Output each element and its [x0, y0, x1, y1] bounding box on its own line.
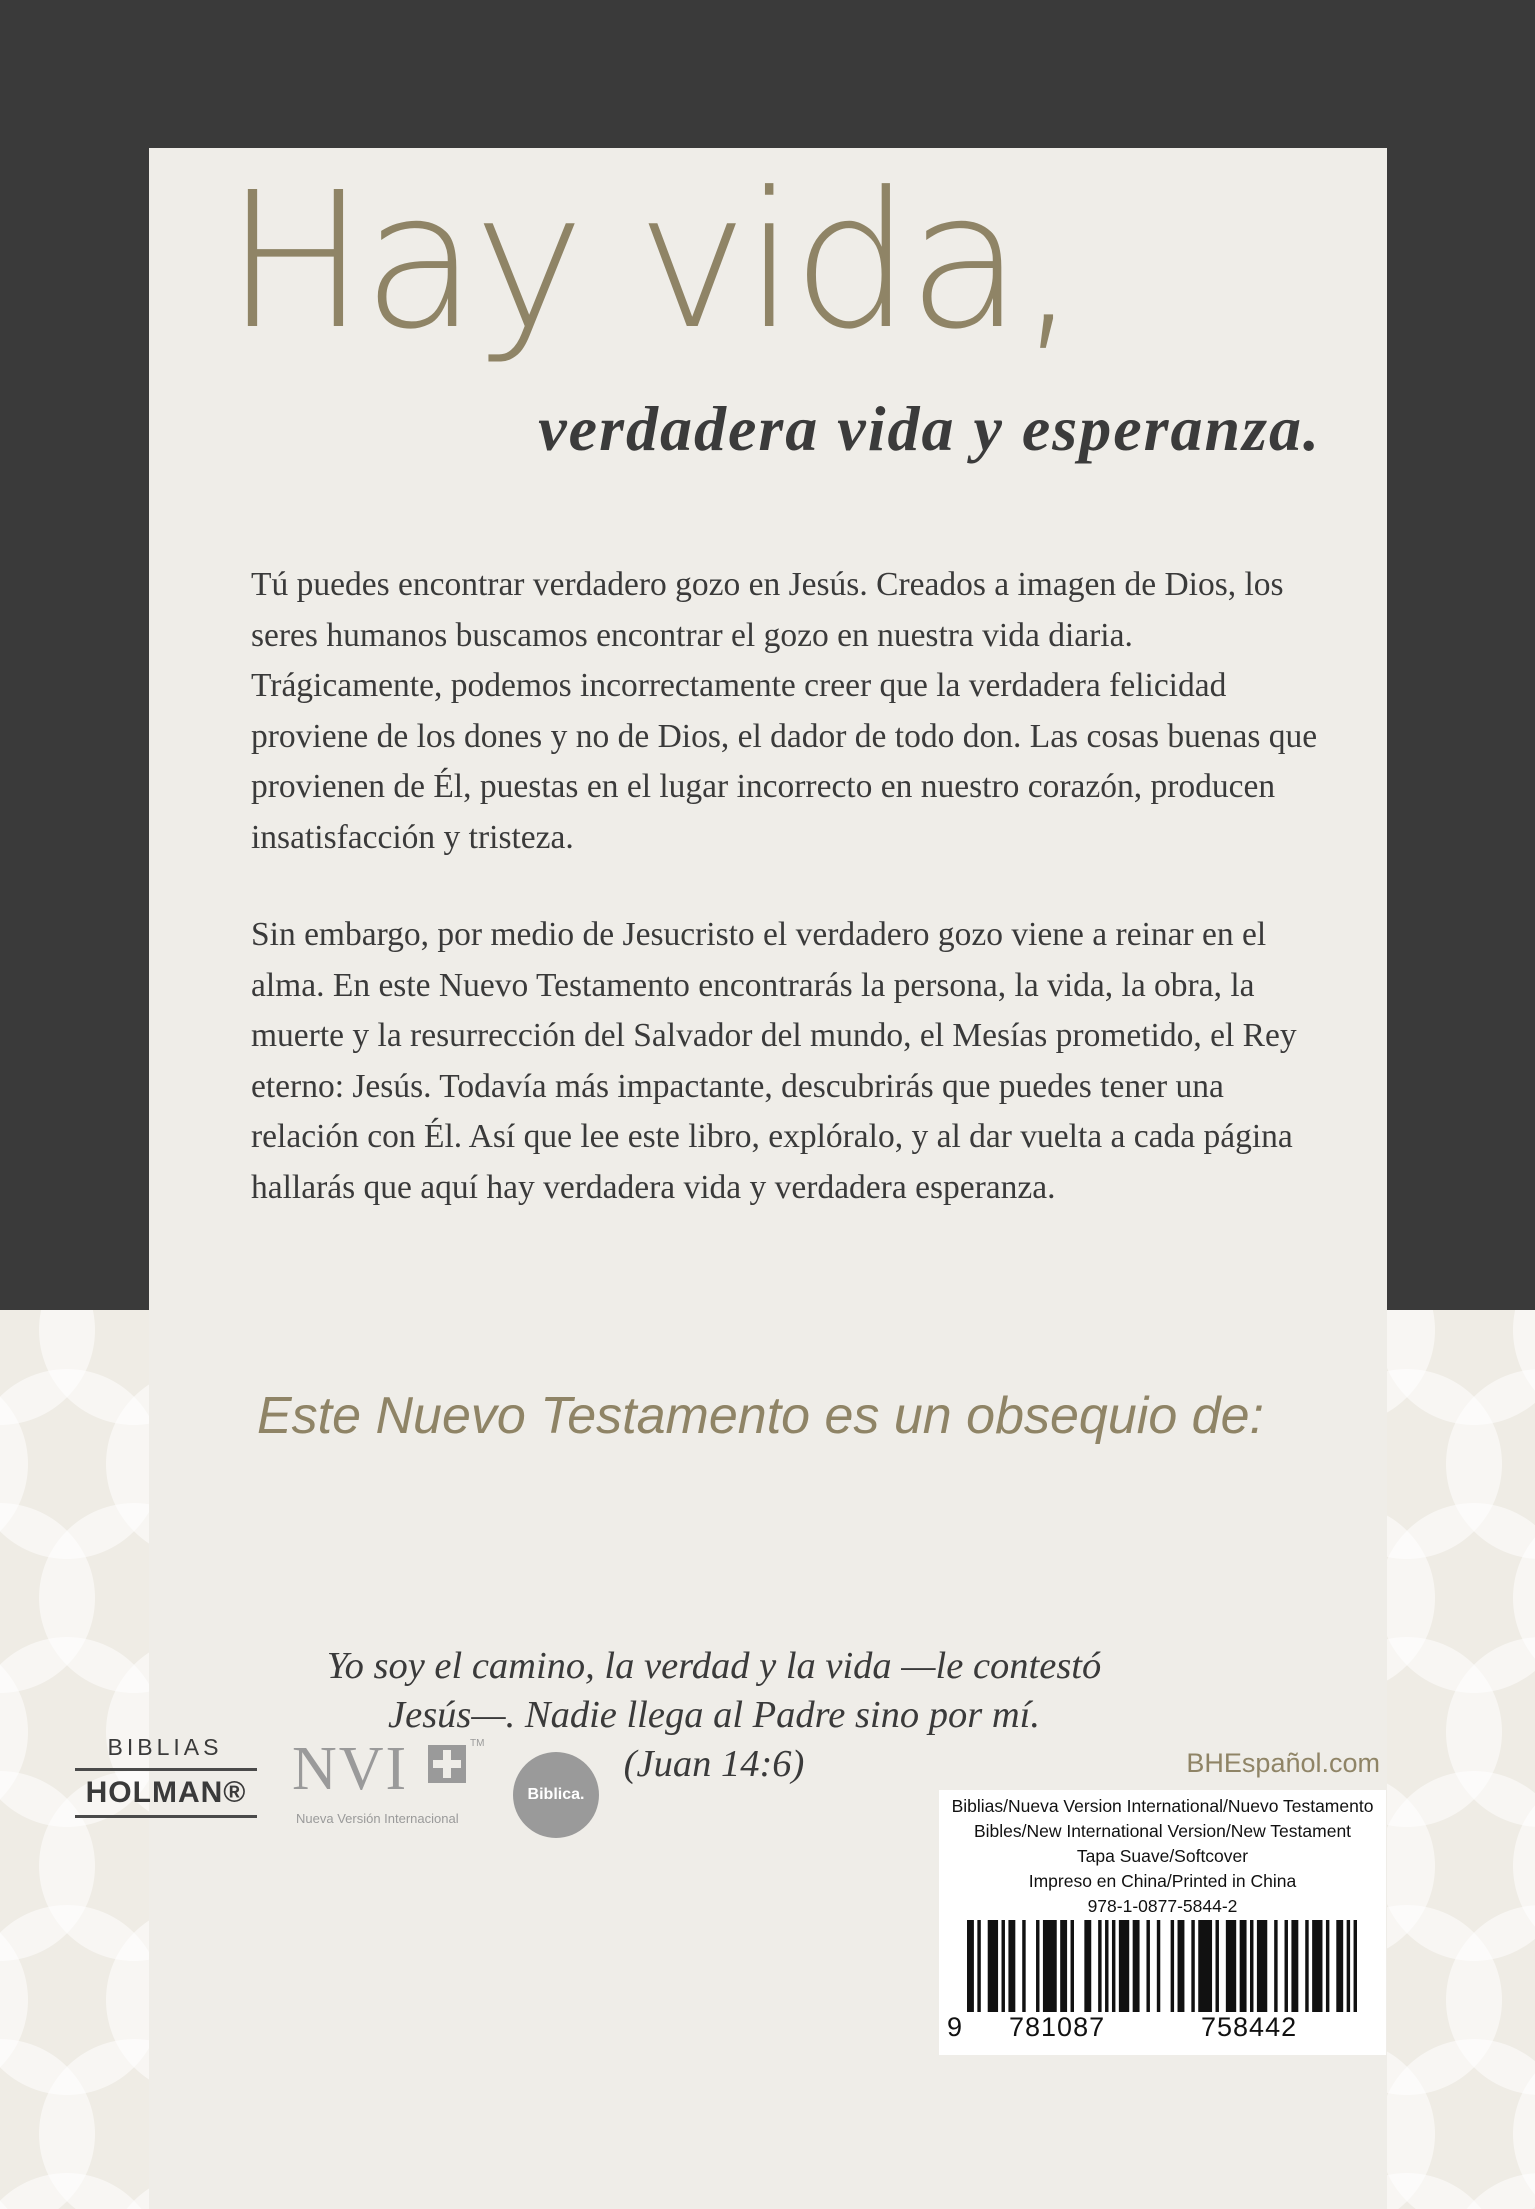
holman-logo-top: BIBLIAS	[107, 1734, 223, 1760]
barcode-bar	[1347, 1920, 1350, 2012]
barcode-bars	[967, 1920, 1357, 2012]
barcode-bar	[1146, 1920, 1149, 2012]
barcode-bar	[977, 1920, 980, 2012]
barcode-bar	[1008, 1920, 1015, 2012]
holman-logo: HOLMAN®	[75, 1768, 257, 1818]
barcode-bar	[1171, 1920, 1174, 2012]
barcode-bar	[1133, 1920, 1140, 2012]
barcode-bar	[1112, 1920, 1115, 2012]
nvi-logo: NVI	[292, 1735, 409, 1803]
barcode-bar	[1336, 1920, 1343, 2012]
barcode-bar	[1178, 1920, 1185, 2012]
barcode-info-line: Biblias/Nueva Version International/Nuevo Testamento	[951, 1796, 1374, 1816]
paragraph-1: Tú puedes encontrar verdadero gozo en Jesús. Creados a imagen de Dios, los seres humanos buscamos encontrar el gozo en nuestra vida diaria. Trágicamente, podemos incorrectamente creer que la verdadera felicidad proviene de los dones y no de Dios, el dador de todo don. Las cosas buenas que provienen de Él, puestas en el lugar incorrecto en nuestro corazón, producen insatisfacción y tristeza.	[251, 566, 1318, 856]
barcode-bar	[1216, 1920, 1219, 2012]
barcode-info	[939, 1794, 1386, 1919]
barcode-bar	[1060, 1920, 1067, 2012]
barcode-digit-first: 9	[947, 2012, 964, 2042]
nvi-trademark: TM	[470, 1738, 485, 1749]
verse-reference: (Juan 14:6)	[623, 1743, 805, 1785]
gift-line: Este Nuevo Testamento es un obsequio de:	[257, 1387, 1264, 1445]
barcode-bar	[1274, 1920, 1277, 2012]
barcode-bar	[1022, 1920, 1025, 2012]
nvi-subtitle: Nueva Versión Internacional	[296, 1811, 459, 1826]
verse-line-2: Jesús—. Nadie llega al Padre sino por mí.	[388, 1694, 1040, 1736]
barcode-bar	[1312, 1920, 1322, 2012]
barcode-bar	[967, 1920, 974, 2012]
barcode-bar	[1285, 1920, 1288, 2012]
nvi-cross-icon	[428, 1745, 466, 1783]
headline: Hay vida,	[225, 152, 1075, 371]
barcode-bar	[1036, 1920, 1039, 2012]
barcode-digits-left: 781087	[1009, 2012, 1106, 2042]
barcode-bar	[1119, 1920, 1129, 2012]
subheadline: verdadera vida y esperanza.	[538, 393, 1321, 464]
barcode-bar	[1191, 1920, 1194, 2012]
barcode-bar	[1257, 1920, 1267, 2012]
barcode-bar	[1326, 1920, 1329, 2012]
barcode-bar	[1098, 1920, 1101, 2012]
website-url: BHEspañol.com	[1186, 1748, 1380, 1778]
barcode-bar	[1043, 1920, 1057, 2012]
barcode-bar	[1305, 1920, 1308, 2012]
barcode-bar	[988, 1920, 998, 2012]
barcode-bar	[1105, 1920, 1108, 2012]
barcode-bar	[1071, 1920, 1074, 2012]
barcode-bar	[1157, 1920, 1160, 2012]
barcode-digits-right: 758442	[1201, 2012, 1298, 2042]
verse-line-1: Yo soy el camino, la verdad y la vida —le contestó	[326, 1645, 1102, 1687]
isbn-line: 978-1-0877-5844-2	[1087, 1896, 1238, 1916]
barcode-bar	[1354, 1920, 1357, 2012]
barcode-label	[939, 1790, 1386, 2055]
biblica-logo: Biblica.	[513, 1752, 599, 1838]
paragraph-2: Sin embargo, por medio de Jesucristo el verdadero gozo viene a reinar en el alma. En este Nuevo Testamento encontrarás la persona, la vida, la obra, la muerte y la resurrección del Salvador del mundo, el Mesías prometido, el Rey eterno: Jesús. Todavía más impactante, descubrirás que puedes tener una relación con Él. Así que lee este libro, explóralo, y al dar vuelta a cada página hallarás que aquí hay verdadera vida y verdadera esperanza.	[251, 916, 1297, 1206]
barcode-bar	[1250, 1920, 1253, 2012]
barcode-bar	[1291, 1920, 1298, 2012]
barcode-bar	[1002, 1920, 1005, 2012]
barcode-bar	[1198, 1920, 1212, 2012]
barcode-info-line: Impreso en China/Printed in China	[1028, 1871, 1297, 1891]
barcode-bar	[1226, 1920, 1236, 2012]
barcode-info-line: Tapa Suave/Softcover	[1076, 1846, 1249, 1866]
barcode-info-line: Bibles/New International Version/New Testament	[973, 1821, 1352, 1841]
barcode-bar	[1084, 1920, 1091, 2012]
barcode-bar	[1240, 1920, 1247, 2012]
